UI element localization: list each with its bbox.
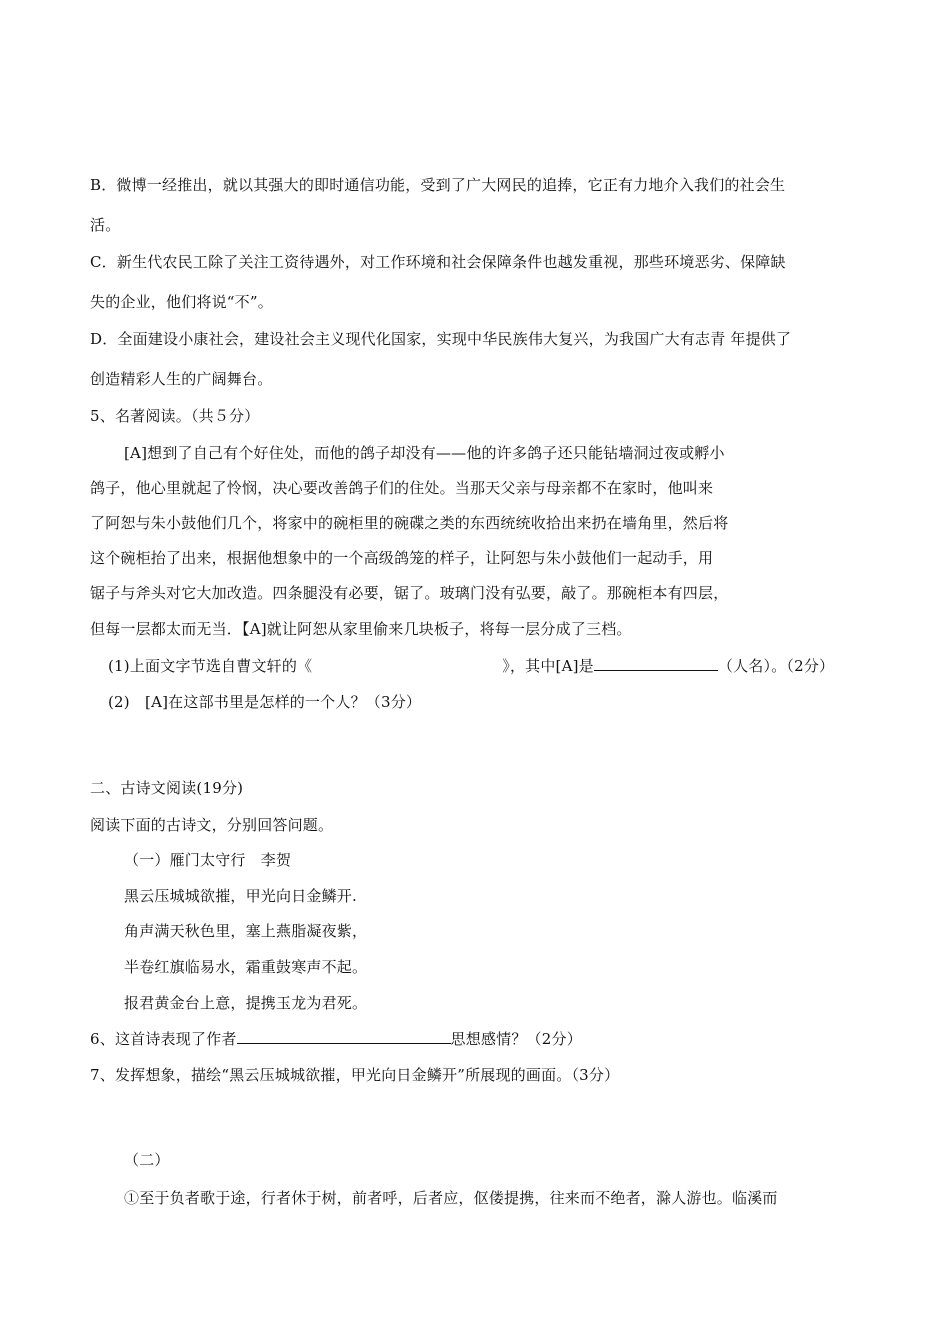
q6-suffix: 思想感情？（2分） — [450, 1030, 582, 1048]
q4-option-d-line1: D．全面建设小康社会，建设社会主义现代化国家，实现中华民族伟大复兴，为我国广大有志青 年提供了 — [90, 330, 792, 348]
q4-option-b-line1: B．微博一经推出，就以其强大的即时通信功能，受到了广大网民的追捧，它正有力地介入我们的社会生 — [90, 176, 786, 194]
q5-passage-line: 了阿恕与朱小鼓他们几个，将家中的碗柜里的碗碟之类的东西统统收拾出来扔在墙角里，然后将 — [90, 514, 729, 532]
q5-sub1-suffix: （人名）。（2分） — [717, 657, 835, 675]
q5-sub1-middle: 》，其中[A]是 — [502, 657, 594, 675]
part2-text-line: ①至于负者歌于途，行者休于树，前者呼，后者应，伛偻提携，往来而不绝者，滁人游也。临溪而 — [124, 1189, 778, 1207]
q5-sub1-prefix: (1)上面文字节选自曹文轩的《 — [108, 657, 313, 675]
section2-intro: 阅读下面的古诗文，分别回答问题。 — [90, 816, 334, 834]
poem-line: 半卷红旗临易水，霜重鼓寒声不起。 — [124, 958, 368, 976]
section2-title: 二、古诗文阅读(19分) — [90, 779, 244, 797]
q5-sub1 — [108, 656, 834, 676]
q6 — [90, 1029, 582, 1049]
q5-passage-line: [A]想到了自己有个好住处，而他的鸽子却没有——他的许多鸽子还只能钻墙洞过夜或孵小 — [124, 444, 725, 462]
q5-sub2: (2) [A]在这部书里是怎样的一个人？（3分） — [108, 693, 422, 711]
q4-option-d-line2: 创造精彩人生的广阔舞台。 — [90, 370, 273, 388]
poem-line: 报君黄金台上意，提携玉龙为君死。 — [124, 994, 368, 1012]
person-name-blank[interactable] — [594, 656, 718, 671]
q7: 7、发挥想象，描绘“黑云压城城欲摧，甲光向日金鳞开”所展现的画面。（3分） — [90, 1066, 620, 1084]
q4-option-b-line2: 活。 — [90, 216, 121, 234]
poem-title: （一）雁门太守行 李贺 — [124, 851, 292, 869]
q5-passage-line: 这个碗柜抬了出来，根据他想象中的一个高级鸽笼的样子，让阿恕与朱小鼓他们一起动手，用 — [90, 549, 714, 567]
q6-answer-blank[interactable] — [237, 1029, 451, 1044]
q5-title: 5、名著阅读。（共５分） — [90, 407, 260, 425]
q6-prefix: 6、这首诗表现了作者 — [90, 1030, 237, 1048]
q4-option-c-line2: 失的企业，他们将说“不”。 — [90, 293, 273, 311]
q4-option-c-line1: C．新生代农民工除了关注工资待遇外，对工作环境和社会保障条件也越发重视，那些环境恶劣、保障缺 — [90, 253, 786, 271]
part2-title: （二） — [124, 1151, 170, 1169]
q5-passage-line: 锯子与斧头对它大加改造。四条腿没有必要，锯了。玻璃门没有弘要，敲了。那碗柜本有四层， — [90, 584, 729, 602]
poem-line: 角声满天秋色里，塞上燕脂凝夜紫， — [124, 922, 368, 940]
q5-passage-line: 但每一层都太而无当．【A]就让阿恕从家里偷来几块板子，将每一层分成了三档。 — [90, 620, 632, 638]
q5-passage-line: 鸽子，他心里就起了怜悯，决心要改善鸽子们的住处。当那天父亲与母亲都不在家时，他叫来 — [90, 479, 714, 497]
poem-line: 黑云压城城欲摧，甲光向日金鳞开. — [124, 887, 357, 905]
